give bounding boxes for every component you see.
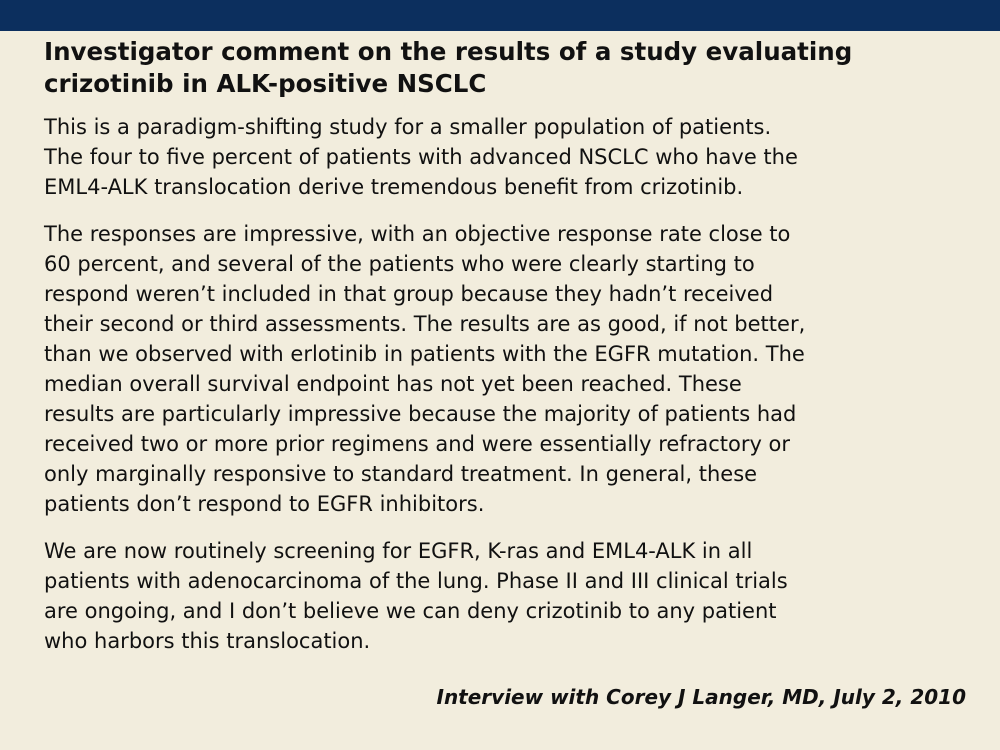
paragraph-3-line-4: who harbors this translocation. [44,629,371,653]
paragraph-3-line-1: We are now routinely screening for EGFR, K-ras and EML4-ALK in all [44,539,753,563]
paragraph-2-line-8: received two or more prior regimens and were essentially refractory or [44,432,791,456]
paragraph-2-line-4: their second or third assessments. The results are as good, if not better, [44,312,806,336]
paragraph-1-line-1: This is a paradigm-shifting study for a smaller population of patients. [44,115,772,139]
paragraph-2-line-2: 60 percent, and several of the patients who were clearly starting to [44,252,755,276]
paragraph-2-line-5: than we observed with erlotinib in patients with the EGFR mutation. The [44,342,805,366]
paragraph-3-line-3: are ongoing, and I don’t believe we can deny crizotinib to any patient [44,599,777,623]
paragraph-2-line-6: median overall survival endpoint has not yet been reached. These [44,372,742,396]
slide-title-line-2: crizotinib in ALK-positive NSCLC [44,69,487,98]
header-bar [0,0,1000,31]
slide-content [44,36,964,656]
paragraph-2-line-7: results are particularly impressive because the majority of patients had [44,402,797,426]
attribution: Interview with Corey J Langer, MD, July 2, 2010 [436,685,966,709]
paragraph-2-line-1: The responses are impressive, with an objective response rate close to [44,222,791,246]
paragraph-1 [44,112,964,202]
slide-title-line-1: Investigator comment on the results of a study evaluating [44,37,853,66]
slide-title [44,36,964,100]
paragraph-3-line-2: patients with adenocarcinoma of the lung. Phase II and III clinical trials [44,569,788,593]
paragraph-1-line-3: EML4-ALK translocation derive tremendous benefit from crizotinib. [44,175,744,199]
paragraph-2-line-3: respond weren’t included in that group because they hadn’t received [44,282,774,306]
paragraph-1-line-2: The four to five percent of patients with advanced NSCLC who have the [44,145,798,169]
paragraph-2-line-10: patients don’t respond to EGFR inhibitors. [44,492,485,516]
paragraph-2-line-9: only marginally responsive to standard treatment. In general, these [44,462,758,486]
paragraph-2 [44,219,964,519]
paragraph-3 [44,536,964,656]
